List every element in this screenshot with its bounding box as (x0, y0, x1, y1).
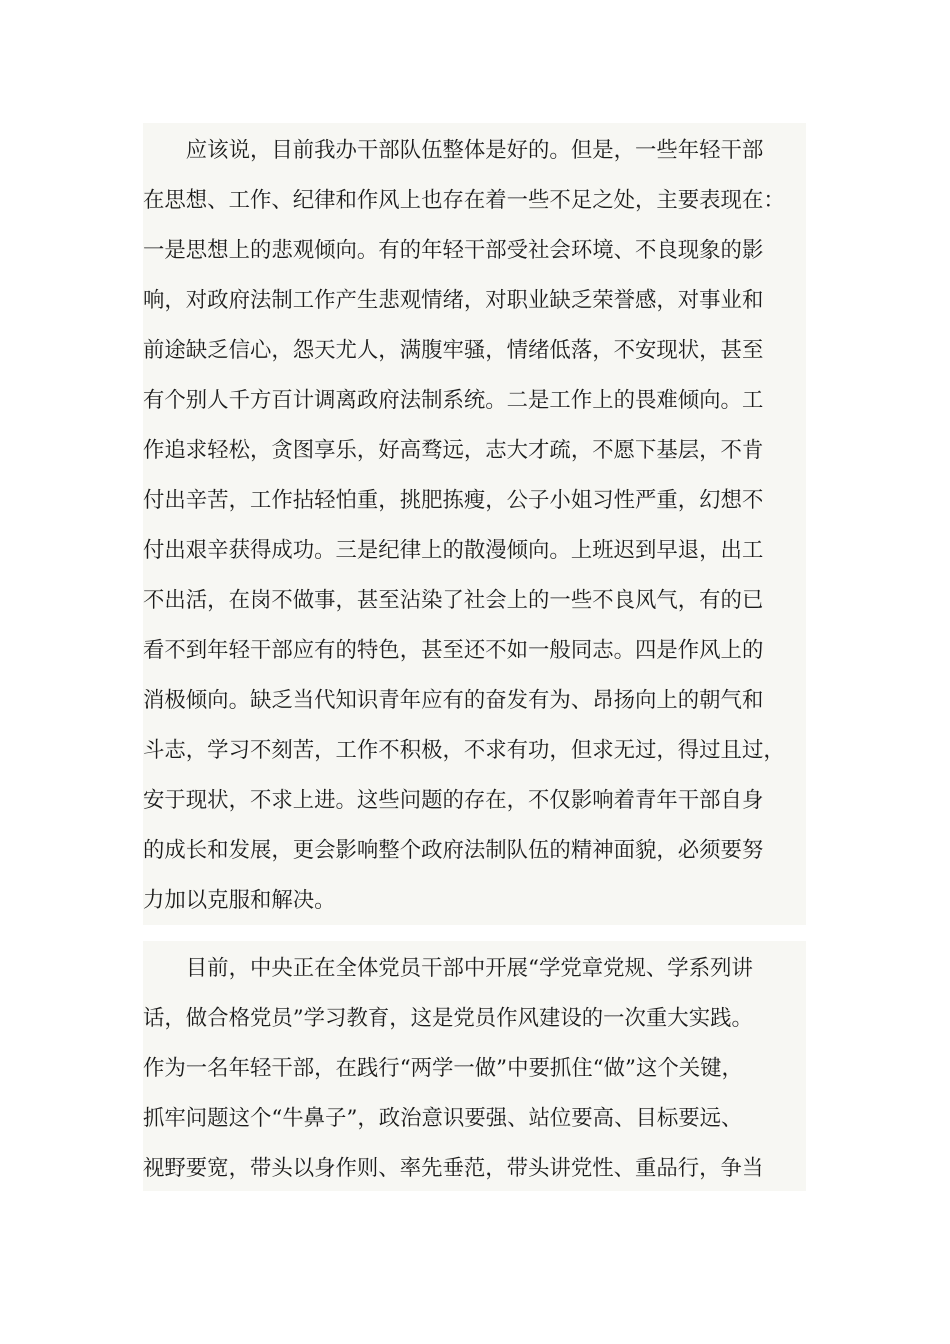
paragraph-line: 目前，中央正在全体党员干部中开展“学党章党规、学系列讲 (143, 956, 753, 981)
paragraph-line: 在思想、工作、纪律和作风上也存在着一些不足之处，主要表现在： (143, 188, 785, 213)
paragraph-line: 抓牢问题这个“牛鼻子”，政治意识要强、站位要高、目标要远、 (143, 1106, 743, 1131)
paragraph-line: 斗志，学习不刻苦，工作不积极，不求有功，但求无过，得过且过， (143, 738, 785, 763)
paragraph-line: 有个别人千方百计调离政府法制系统。二是工作上的畏难倾向。工 (143, 388, 764, 413)
paragraph-line: 付出艰辛获得成功。三是纪律上的散漫倾向。上班迟到早退，出工 (143, 538, 764, 563)
paragraph-line: 作追求轻松，贪图享乐，好高骛远，志大才疏，不愿下基层，不肯 (143, 438, 764, 463)
paragraph-2 (143, 941, 806, 1191)
paragraph-line: 视野要宽，带头以身作则、率先垂范，带头讲党性、重品行，争当 (143, 1156, 764, 1181)
paragraph-line: 作为一名年轻干部，在践行“两学一做”中要抓住“做”这个关键， (143, 1056, 743, 1081)
paragraph-line: 前途缺乏信心，怨天尤人，满腹牢骚，情绪低落，不安现状，甚至 (143, 338, 764, 363)
paragraph-1 (143, 123, 806, 925)
paragraph-line: 一是思想上的悲观倾向。有的年轻干部受社会环境、不良现象的影 (143, 238, 764, 263)
paragraph-line: 安于现状，不求上进。这些问题的存在，不仅影响着青年干部自身 (143, 788, 764, 813)
paragraph-line: 付出辛苦，工作拈轻怕重，挑肥拣瘦，公子小姐习性严重，幻想不 (143, 488, 764, 513)
paragraph-line: 话，做合格党员”学习教育，这是党员作风建设的一次重大实践。 (143, 1006, 753, 1031)
paragraph-line: 不出活，在岗不做事，甚至沾染了社会上的一些不良风气，有的已 (143, 588, 764, 613)
paragraph-line: 响，对政府法制工作产生悲观情绪，对职业缺乏荣誉感，对事业和 (143, 288, 764, 313)
paragraph-line: 消极倾向。缺乏当代知识青年应有的奋发有为、昂扬向上的朝气和 (143, 688, 764, 713)
paragraph-line: 看不到年轻干部应有的特色，甚至还不如一般同志。四是作风上的 (143, 638, 764, 663)
paragraph-line: 的成长和发展，更会影响整个政府法制队伍的精神面貌，必须要努 (143, 838, 764, 863)
paragraph-line: 应该说，目前我办干部队伍整体是好的。但是，一些年轻干部 (143, 138, 764, 163)
paragraph-line: 力加以克服和解决。 (143, 888, 336, 913)
